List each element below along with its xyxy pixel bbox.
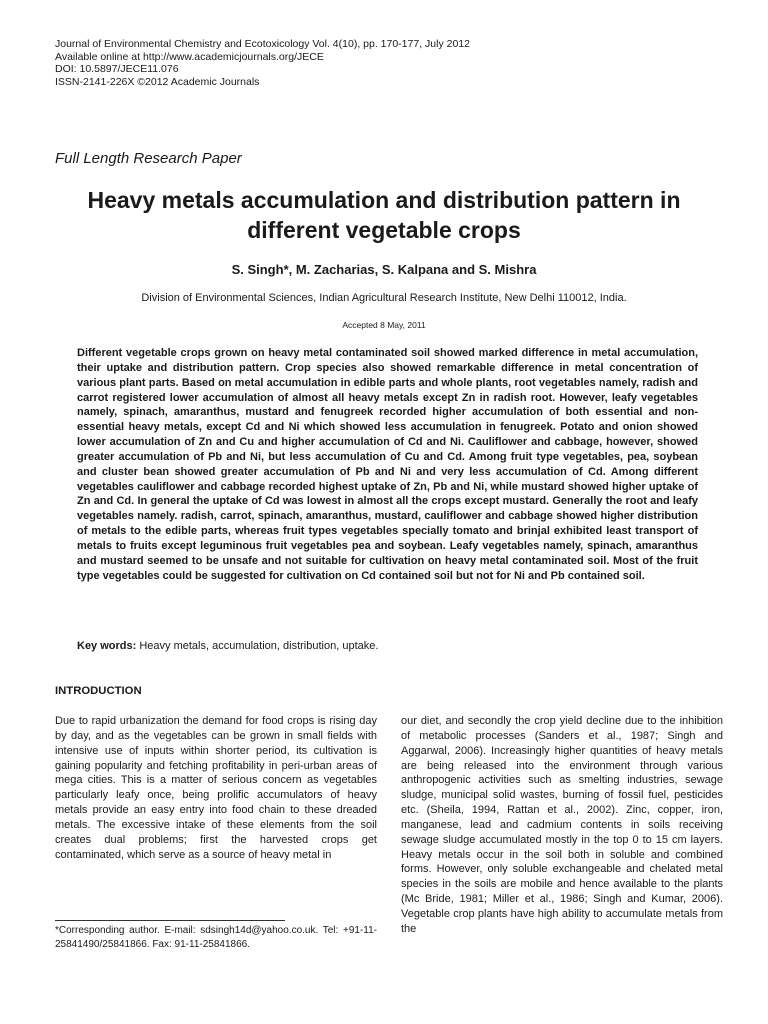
affiliation: Division of Environmental Sciences, Indian Agricultural Research Institute, New Delhi 110012, India. bbox=[141, 292, 627, 304]
footnote-divider bbox=[55, 920, 285, 921]
keywords-text: Heavy metals, accumulation, distribution, uptake. bbox=[136, 640, 379, 652]
title-line-1: Heavy metals accumulation and distribution pattern in bbox=[87, 187, 681, 213]
authors: S. Singh*, M. Zacharias, S. Kalpana and S. Mishra bbox=[231, 262, 537, 277]
intro-right-column: our diet, and secondly the crop yield decline due to the inhibition of metabolic processes (Sanders et al., 1987; Singh and Aggarwal, 2006). Increasingly higher quantities of heavy metals are being released into the environment through various anthropogenic activities such as smelting industries, sewage sludge, municipal solid wastes, burning of fossil fuel, pesticides etc. (Sheila, 1994, Rattan et al., 2002). Zinc, copper, iron, manganese, lead and cadmium contents in soils receiving sewage sludge accumulated mostly in the top 0 to 15 cm layers. Heavy metals occur in the soil both in soluble and combined forms. However, only soluble exchangeable and chelated metal species in the soils are mobile and hence available to the plants (Mc Bride, 1981; Miller et al., 1986; Singh and Kumar, 2006). Vegetable crop plants have high ability to accumulate metals from the bbox=[401, 715, 723, 935]
journal-header bbox=[55, 38, 470, 88]
journal-issn: ISSN-2141-226X ©2012 Academic Journals bbox=[55, 75, 260, 88]
paper-type: Full Length Research Paper bbox=[55, 150, 242, 167]
keywords bbox=[77, 640, 698, 652]
journal-availability: Available online at http://www.academicjournals.org/JECE bbox=[55, 50, 324, 63]
keywords-label: Key words: bbox=[77, 640, 137, 652]
corresponding-author-footnote: *Corresponding author. E-mail: sdsingh14d@yahoo.co.uk. Tel: +91-11-25841490/25841866. Fax: 91-11-25841866. bbox=[55, 925, 377, 950]
journal-citation: Journal of Environmental Chemistry and Ecotoxicology Vol. 4(10), pp. 170-177, July 2012 bbox=[55, 38, 470, 50]
title-line-2: different vegetable crops bbox=[247, 217, 521, 243]
journal-doi: DOI: 10.5897/JECE11.076 bbox=[55, 63, 179, 76]
paper-title bbox=[40, 185, 728, 245]
introduction-heading: INTRODUCTION bbox=[55, 685, 142, 697]
intro-left-column: Due to rapid urbanization the demand for food crops is rising day by day, and as the vegetables can be grown in small fields with intensive use of inputs within shorter period, its cultivation is gaining popularity and fetching profitability in peri-urban areas of mega cities. This is a matter of serious concern as vegetables particularly leafy once, being prolific accumulators of heavy metals provide an easy entry into food chain to these dreaded metals. The excessive intake of these elements from the soil creates dual problems; first the harvested crops get contaminated, which serve as a source of heavy metal in bbox=[55, 715, 377, 861]
abstract: Different vegetable crops grown on heavy metal contaminated soil showed marked difference in metal accumulation, their uptake and distribution pattern. Crop species also showed remarkable difference in metal concentration of various plant parts. Based on metal accumulation in edible parts and whole plants, root vegetables namely, radish and carrot registered lower accumulation of almost all heavy metals except Zn in radish root. However, leafy vegetables namely, spinach, amaranthus, mustard and fenugreek recorded higher accumulation of both essential and non-essential heavy metals, except Cd and Ni which showed less accumulation in fenugreek. Potato and onion showed lower accumulation of Zn and Cu and higher accumulation of Cd and Ni. Cauliflower and cabbage, however, showed greater accumulation of Pb and Ni, but less accumulation of Cu and Cd. Among fruit type vegetables, pea, soybean and cluster bean showed greater accumulation of Pb and Ni and very less accumulation of Cd. Among different vegetables cauliflower and cabbage recorded highest uptake of Zn, Pb and Ni, while mustard showed higher uptake of Zn and Cd. In general the uptake of Cd was lowest in almost all the crops except mustard. Generally the root and leafy vegetables namely. radish, carrot, spinach, amaranthus, mustard, cauliflower and cabbage showed higher distribution of metals to the edible parts, whereas fruit types vegetables specially tomato and brinjal exhibited least transport of metals to fruits except leguminous fruit vegetables pea and soybean. Leafy vegetables namely, spinach, amaranthus and mustard seemed to be unsafe and not suitable for cultivation on heavy metal contaminated soil. Most of the fruit type vegetables could be suggested for cultivation on Cd contained soil but not for Ni and Pb contained soil. bbox=[77, 347, 698, 582]
accepted-date: Accepted 8 May, 2011 bbox=[342, 320, 426, 330]
